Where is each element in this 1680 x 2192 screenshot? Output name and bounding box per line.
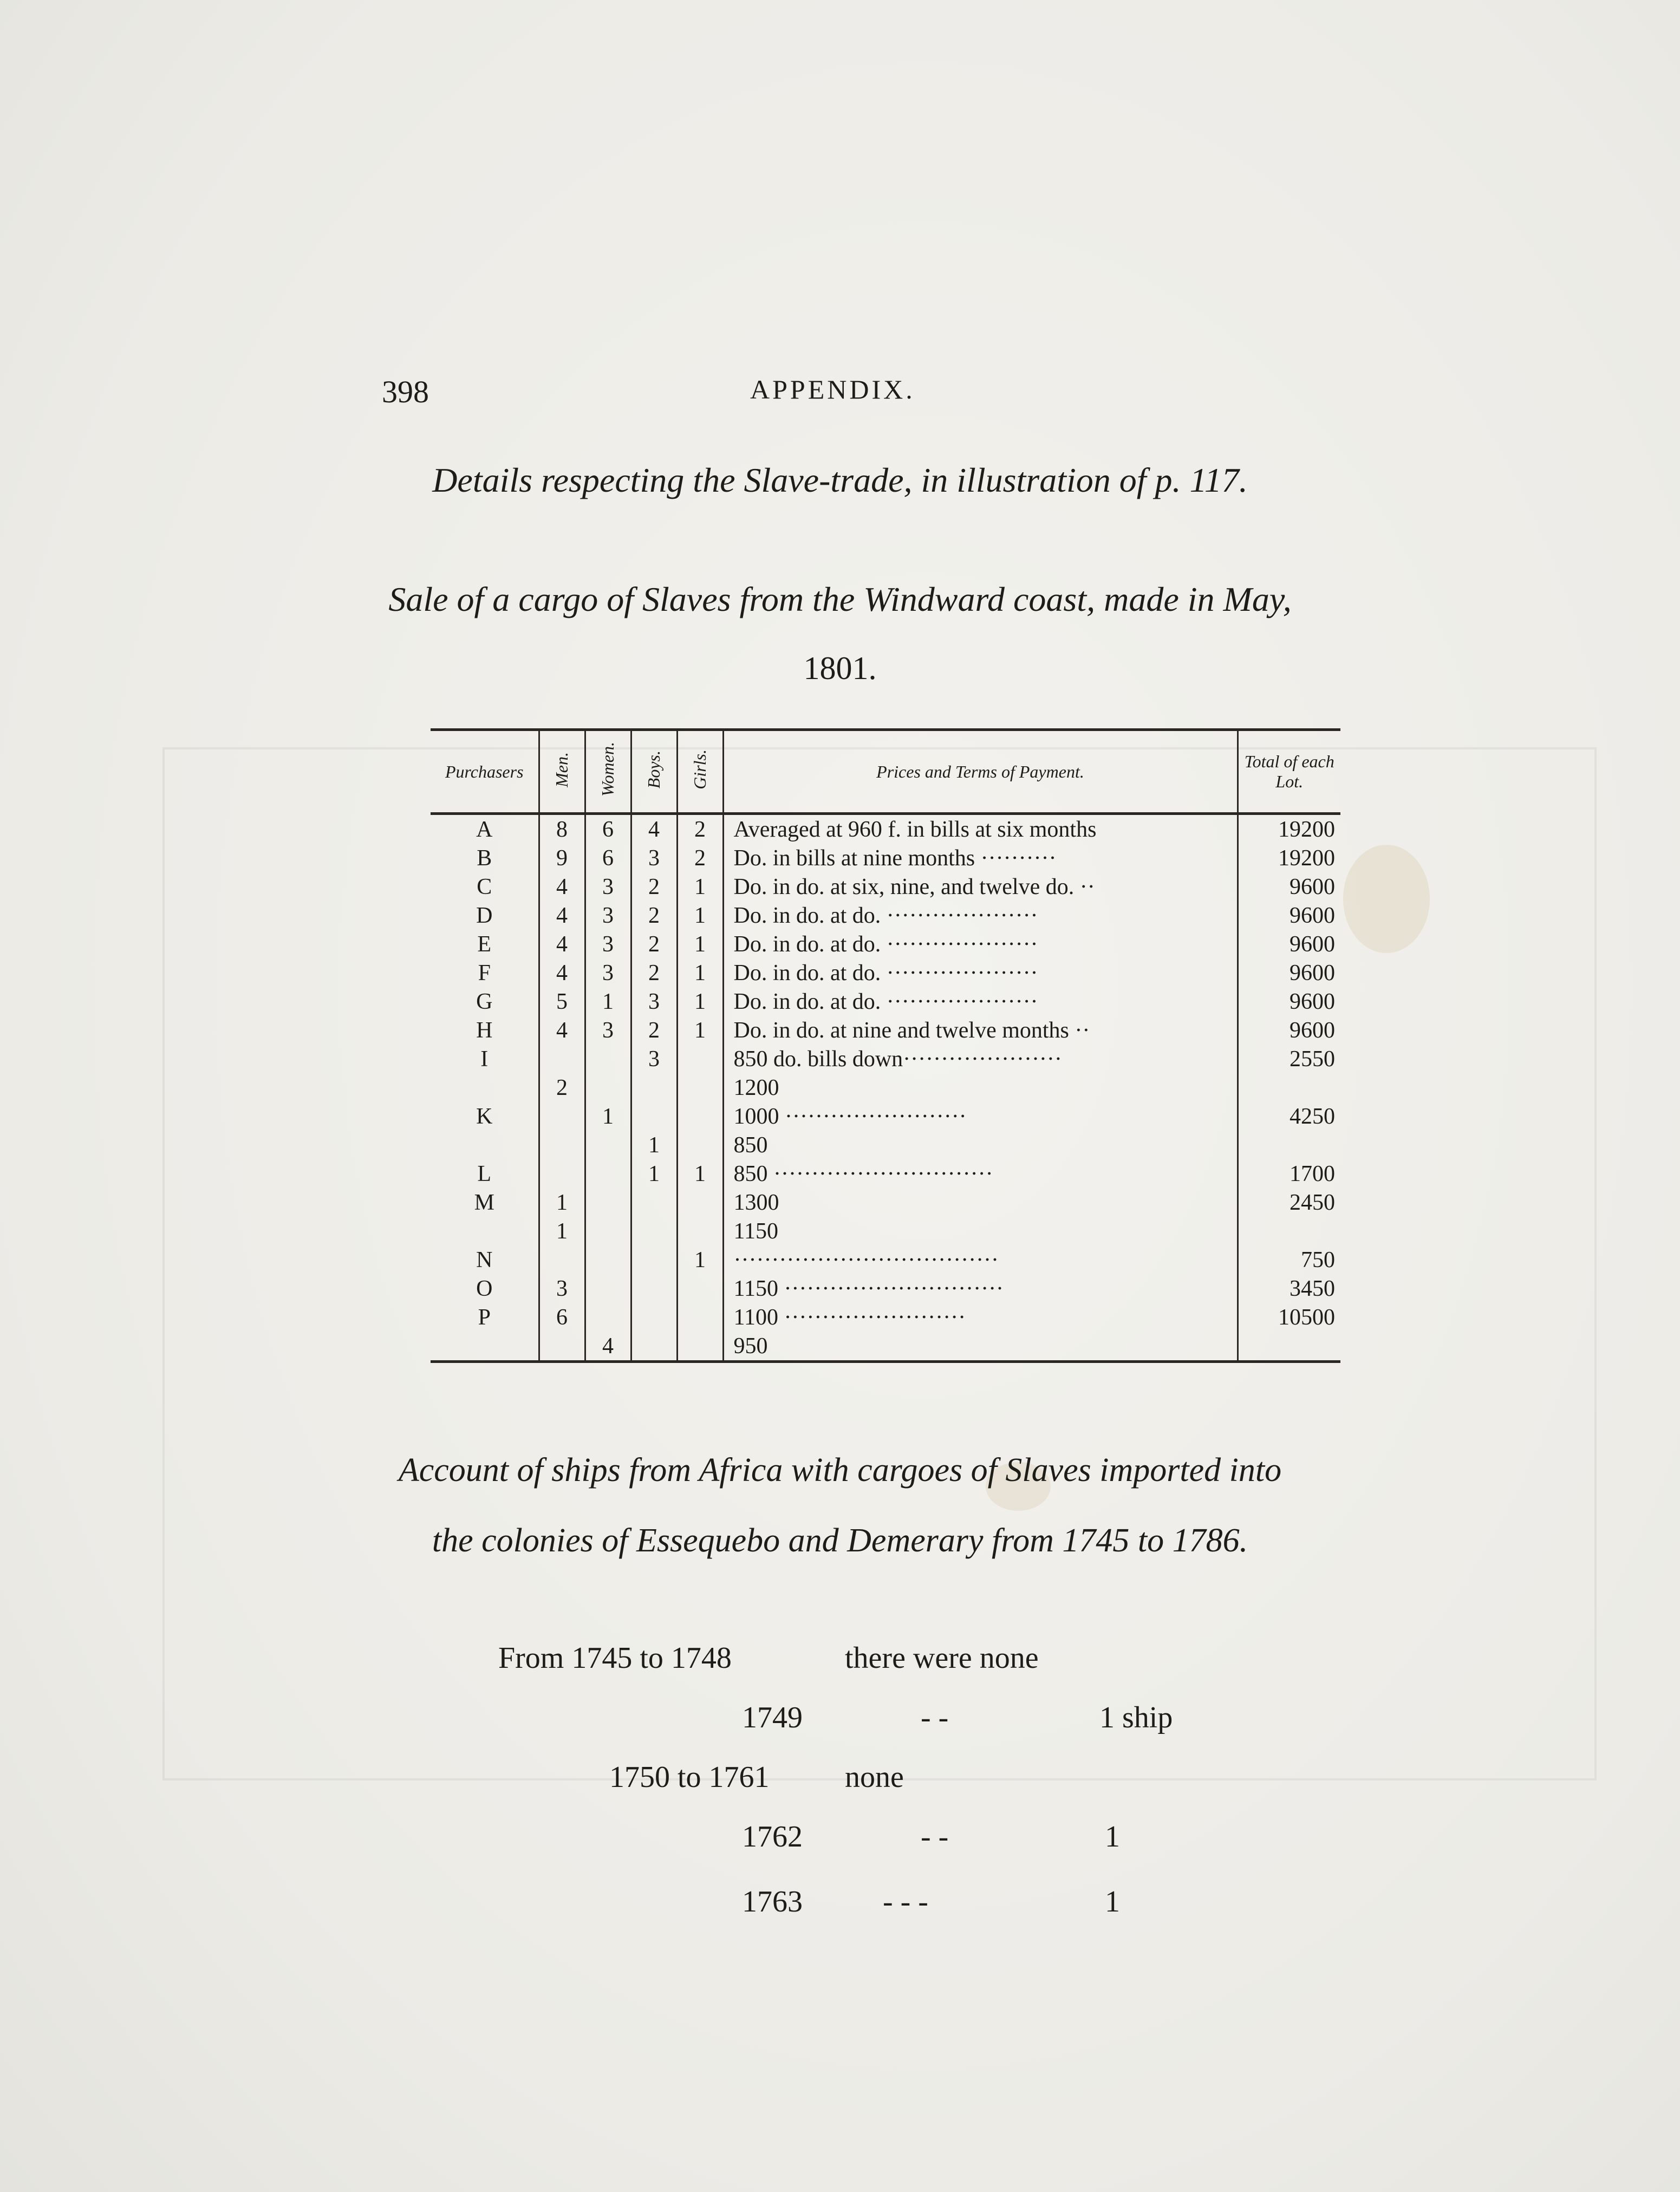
table-row	[431, 1188, 1340, 1217]
men-cell: 4	[539, 930, 585, 958]
girls-cell	[677, 1073, 723, 1102]
table-row	[431, 872, 1340, 901]
girls-cell: 1	[677, 930, 723, 958]
total-cell: 9600	[1290, 989, 1335, 1014]
table-row	[431, 814, 1340, 844]
account-count: 1	[1105, 1885, 1120, 1919]
girls-cell: 1	[677, 1016, 723, 1045]
purchaser-cell	[431, 1131, 539, 1159]
men-cell: 1	[539, 1188, 585, 1217]
total-cell	[1238, 1332, 1340, 1362]
boys-cell: 4	[631, 814, 677, 844]
table-row	[431, 1245, 1340, 1274]
total-cell: 3450	[1290, 1276, 1335, 1301]
total-cell: 2550	[1290, 1046, 1335, 1072]
terms-cell: Do. in bills at nine months ··········	[723, 844, 1238, 872]
terms-cell: Do. in do. at nine and twelve months ··	[723, 1016, 1238, 1045]
sale-table-body	[431, 814, 1340, 1362]
terms-cell: 850 ·····························	[723, 1159, 1238, 1188]
boys-cell: 2	[631, 901, 677, 930]
boys-cell	[631, 1303, 677, 1332]
terms-cell: Do. in do. at do. ····················	[723, 930, 1238, 958]
table-row	[431, 1016, 1340, 1045]
boys-cell	[631, 1073, 677, 1102]
account-count: 1 ship	[1099, 1701, 1173, 1734]
total-cell	[1238, 1131, 1340, 1159]
column-header-label: Men.	[552, 752, 571, 787]
girls-cell: 1	[677, 901, 723, 930]
terms-cell: 1150	[723, 1217, 1238, 1245]
total-cell: 4250	[1290, 1104, 1335, 1129]
men-cell: 5	[539, 987, 585, 1016]
table-row	[431, 844, 1340, 872]
account-count: none	[845, 1760, 904, 1794]
account-count: 1	[1105, 1820, 1120, 1854]
account-year: 1762	[742, 1820, 803, 1854]
total-cell: 750	[1301, 1247, 1335, 1273]
boys-cell: 1	[631, 1131, 677, 1159]
column-header	[539, 730, 585, 814]
boys-cell	[631, 1102, 677, 1131]
total-cell: 19200	[1278, 817, 1335, 842]
table-row	[431, 987, 1340, 1016]
total-cell: 9600	[1290, 903, 1335, 928]
purchaser-cell: N	[431, 1245, 539, 1274]
account-year: 1749	[742, 1701, 803, 1734]
terms-cell: Averaged at 960 f. in bills at six months	[723, 814, 1238, 844]
table-row	[431, 1332, 1340, 1362]
terms-cell: 1300	[723, 1188, 1238, 1217]
purchaser-cell: D	[431, 901, 539, 930]
page-number: 398	[382, 374, 429, 409]
women-cell: 1	[585, 987, 631, 1016]
girls-cell	[677, 1332, 723, 1362]
purchaser-cell	[431, 1073, 539, 1102]
terms-cell: Do. in do. at do. ····················	[723, 901, 1238, 930]
boys-cell: 2	[631, 958, 677, 987]
purchaser-cell: K	[431, 1102, 539, 1131]
purchaser-cell	[431, 1332, 539, 1362]
boys-cell	[631, 1217, 677, 1245]
girls-cell	[677, 1274, 723, 1303]
purchaser-cell: H	[431, 1016, 539, 1045]
column-header-label: Boys.	[644, 750, 663, 789]
men-cell	[539, 1332, 585, 1362]
terms-cell: Do. in do. at do. ····················	[723, 958, 1238, 987]
terms-cell: Do. in do. at do. ····················	[723, 987, 1238, 1016]
boys-cell: 3	[631, 987, 677, 1016]
boys-cell	[631, 1274, 677, 1303]
table-row	[431, 1131, 1340, 1159]
terms-cell: 1100 ························	[723, 1303, 1238, 1332]
account-year: 1750 to 1761	[609, 1760, 770, 1794]
terms-cell: 1000 ························	[723, 1102, 1238, 1131]
purchaser-cell: G	[431, 987, 539, 1016]
purchaser-cell: O	[431, 1274, 539, 1303]
men-cell: 4	[539, 872, 585, 901]
boys-cell: 3	[631, 844, 677, 872]
boys-cell: 3	[631, 1045, 677, 1073]
sale-year: 1801.	[803, 650, 877, 686]
terms-cell: 850	[723, 1131, 1238, 1159]
women-cell: 1	[585, 1102, 631, 1131]
girls-cell: 2	[677, 814, 723, 844]
women-cell: 3	[585, 958, 631, 987]
men-cell: 2	[539, 1073, 585, 1102]
column-header-label: Women.	[598, 742, 617, 797]
terms-cell: 1150 ·····························	[723, 1274, 1238, 1303]
purchaser-cell: F	[431, 958, 539, 987]
women-cell	[585, 1245, 631, 1274]
girls-cell: 1	[677, 1159, 723, 1188]
total-cell: 2450	[1290, 1190, 1335, 1215]
total-cell	[1238, 1073, 1340, 1102]
purchaser-cell	[431, 1217, 539, 1245]
girls-cell	[677, 1217, 723, 1245]
women-cell: 3	[585, 901, 631, 930]
terms-cell: ···································	[723, 1245, 1238, 1274]
table-row	[431, 958, 1340, 987]
column-header-label: Girls.	[690, 749, 709, 790]
sale-title: Sale of a cargo of Slaves from the Windward coast, made in May,	[388, 580, 1292, 618]
men-cell	[539, 1131, 585, 1159]
purchaser-cell: L	[431, 1159, 539, 1188]
women-cell	[585, 1217, 631, 1245]
men-cell: 8	[539, 814, 585, 844]
men-cell	[539, 1245, 585, 1274]
terms-cell: 850 do. bills down·····················	[723, 1045, 1238, 1073]
account-title-line1: Account of ships from Africa with cargoes of Slaves imported into	[398, 1452, 1282, 1489]
girls-cell	[677, 1131, 723, 1159]
table-row	[431, 1217, 1340, 1245]
men-cell: 3	[539, 1274, 585, 1303]
paper-stain	[1343, 845, 1430, 953]
women-cell: 4	[585, 1332, 631, 1362]
table-row	[431, 901, 1340, 930]
women-cell	[585, 1045, 631, 1073]
column-header: Total of each Lot.	[1238, 730, 1340, 814]
boys-cell: 2	[631, 872, 677, 901]
column-header: Prices and Terms of Payment.	[723, 730, 1238, 814]
girls-cell: 1	[677, 987, 723, 1016]
account-count: there were none	[845, 1641, 1039, 1675]
terms-cell: 1200	[723, 1073, 1238, 1102]
total-cell: 9600	[1290, 1017, 1335, 1043]
men-cell: 6	[539, 1303, 585, 1332]
men-cell: 9	[539, 844, 585, 872]
total-cell	[1238, 1217, 1340, 1245]
women-cell: 3	[585, 872, 631, 901]
women-cell	[585, 1131, 631, 1159]
account-dashes: - - -	[883, 1885, 928, 1919]
account-year: From 1745 to 1748	[498, 1641, 732, 1675]
men-cell	[539, 1102, 585, 1131]
column-header	[631, 730, 677, 814]
women-cell	[585, 1073, 631, 1102]
purchaser-cell: E	[431, 930, 539, 958]
women-cell: 6	[585, 814, 631, 844]
total-cell: 9600	[1290, 960, 1335, 986]
boys-cell	[631, 1332, 677, 1362]
table-row	[431, 1303, 1340, 1332]
girls-cell	[677, 1303, 723, 1332]
women-cell	[585, 1303, 631, 1332]
men-cell: 4	[539, 1016, 585, 1045]
total-cell: 1700	[1290, 1161, 1335, 1186]
table-row	[431, 1102, 1340, 1131]
women-cell	[585, 1274, 631, 1303]
terms-cell: 950	[723, 1332, 1238, 1362]
women-cell	[585, 1188, 631, 1217]
women-cell: 6	[585, 844, 631, 872]
total-cell: 10500	[1278, 1304, 1335, 1330]
table-row	[431, 930, 1340, 958]
total-cell: 19200	[1278, 845, 1335, 871]
men-cell	[539, 1045, 585, 1073]
boys-cell: 2	[631, 1016, 677, 1045]
account-title-line2: the colonies of Essequebo and Demerary from 1745 to 1786.	[432, 1522, 1248, 1559]
table-row	[431, 1045, 1340, 1073]
account-year: 1763	[742, 1885, 803, 1919]
total-cell: 9600	[1290, 874, 1335, 899]
account-dashes: - -	[921, 1701, 949, 1734]
purchaser-cell: P	[431, 1303, 539, 1332]
purchaser-cell: C	[431, 872, 539, 901]
men-cell: 4	[539, 958, 585, 987]
running-head: APPENDIX.	[750, 374, 915, 405]
purchaser-cell: I	[431, 1045, 539, 1073]
boys-cell: 2	[631, 930, 677, 958]
women-cell	[585, 1159, 631, 1188]
section-title: Details respecting the Slave-trade, in illustration of p. 117.	[432, 461, 1248, 499]
purchaser-cell: B	[431, 844, 539, 872]
sale-table	[431, 728, 1340, 1363]
girls-cell: 1	[677, 1245, 723, 1274]
girls-cell: 2	[677, 844, 723, 872]
boys-cell	[631, 1245, 677, 1274]
table-row	[431, 1274, 1340, 1303]
girls-cell: 1	[677, 872, 723, 901]
boys-cell: 1	[631, 1159, 677, 1188]
column-header: Purchasers	[431, 730, 539, 814]
sale-table-header	[431, 730, 1340, 814]
account-dashes: - -	[921, 1820, 949, 1854]
purchaser-cell: M	[431, 1188, 539, 1217]
girls-cell: 1	[677, 958, 723, 987]
column-header	[585, 730, 631, 814]
girls-cell	[677, 1045, 723, 1073]
women-cell: 3	[585, 930, 631, 958]
table-row	[431, 1159, 1340, 1188]
terms-cell: Do. in do. at six, nine, and twelve do. ··	[723, 872, 1238, 901]
girls-cell	[677, 1188, 723, 1217]
women-cell: 3	[585, 1016, 631, 1045]
table-row	[431, 1073, 1340, 1102]
men-cell: 1	[539, 1217, 585, 1245]
total-cell: 9600	[1290, 931, 1335, 957]
column-header	[677, 730, 723, 814]
purchaser-cell: A	[431, 814, 539, 844]
men-cell	[539, 1159, 585, 1188]
men-cell: 4	[539, 901, 585, 930]
boys-cell	[631, 1188, 677, 1217]
girls-cell	[677, 1102, 723, 1131]
